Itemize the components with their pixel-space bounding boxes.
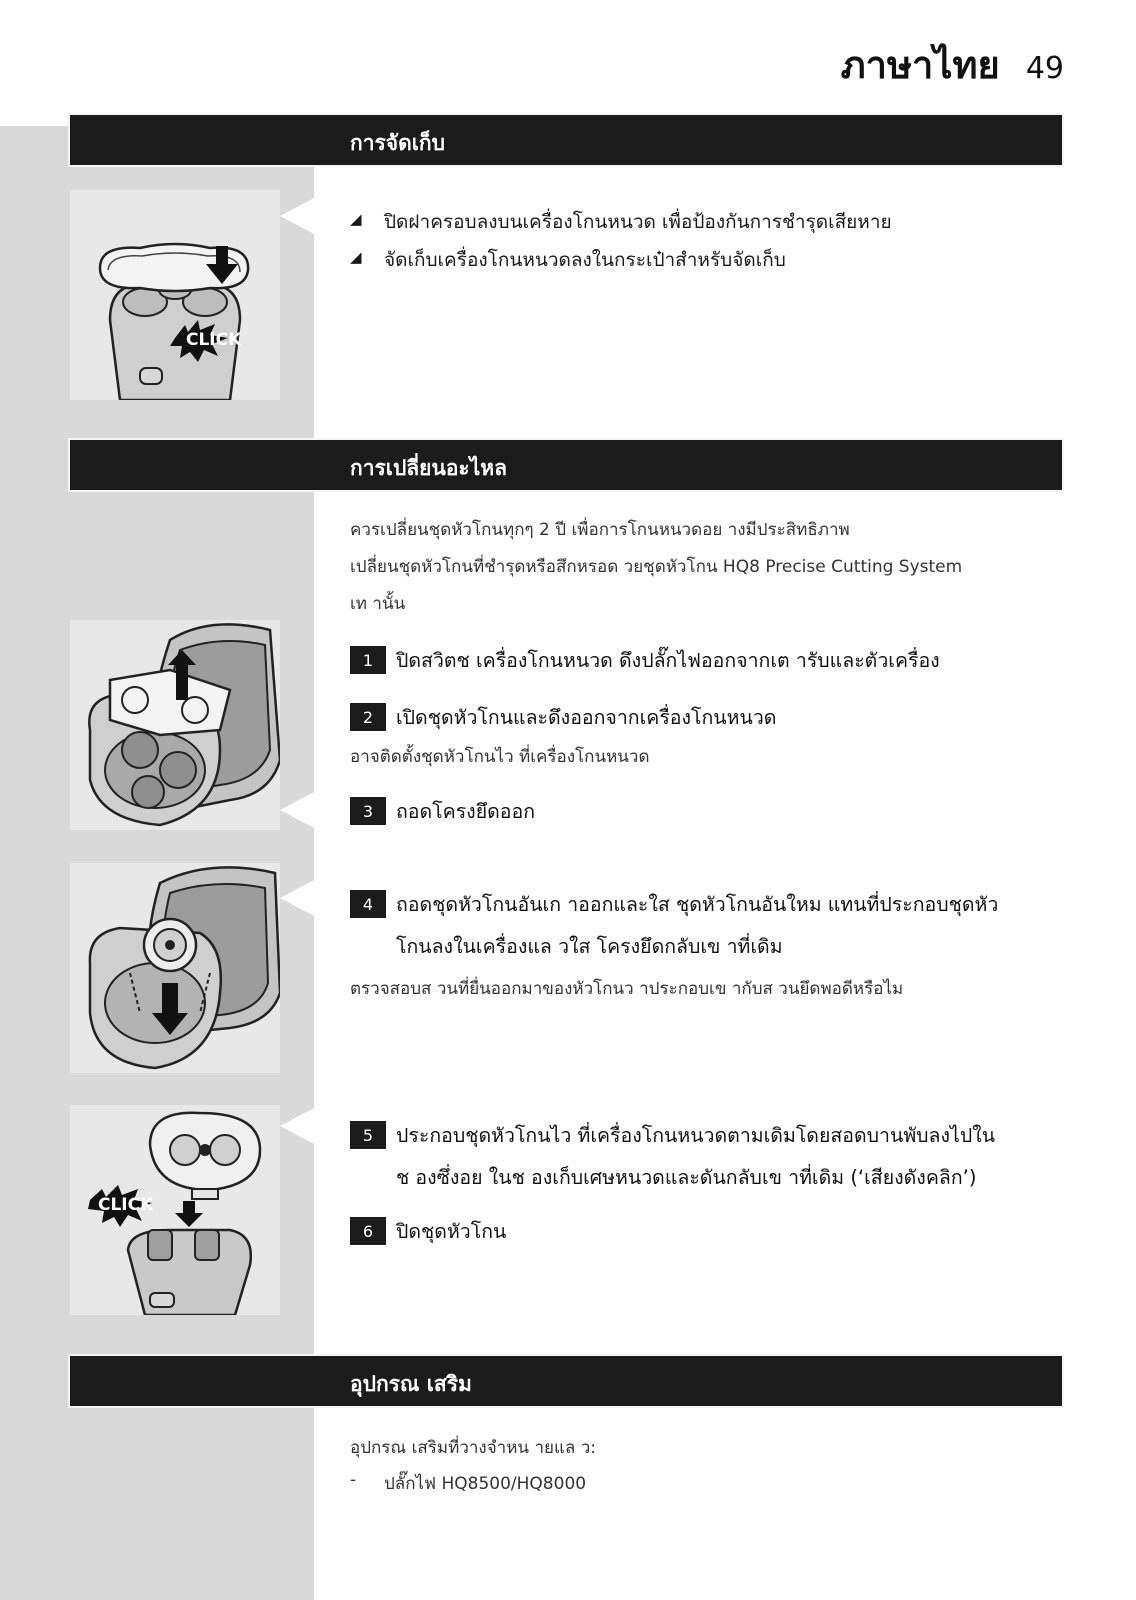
step-line: โกนลงในเครื่องแล วใส โครงยึดกลับเข าที่เดิม [396, 935, 783, 958]
page-title: ภาษาไทย [840, 43, 1000, 87]
illustration-storage-cap [70, 190, 280, 400]
storage-item-1 [350, 207, 892, 237]
step-line: ช องซึ่งอย ในช องเก็บเศษหนวดและดันกลับเข าที่เดิม (‘เสียงดังคลิก’) [396, 1166, 977, 1189]
click-label-storage: CLICK [186, 330, 242, 350]
section-title-storage: การจัดเก็บ [350, 131, 445, 155]
step-number: 1 [350, 646, 386, 674]
step-2-note: อาจติดตั้งชุดหัวโกนไว ที่เครื่องโกนหนวด [350, 747, 650, 767]
step-line: เปิดชุดหัวโกนและดึงออกจากเครื่องโกนหนวด [396, 706, 777, 729]
replacement-intro [350, 512, 1050, 623]
step-5 [350, 1115, 1070, 1199]
storage-item-text: จัดเก็บเครื่องโกนหนวดลงในกระเป๋าสำหรับจัดเก็บ [384, 249, 786, 271]
step-line: ถอดชุดหัวโกนอันเก าออกและใส ชุดหัวโกนอันใหม แทนที่ประกอบชุดหัว [396, 893, 999, 916]
shaver-cap-svg [70, 190, 280, 400]
click-label-reattach: CLICK [98, 1195, 154, 1215]
step-number: 6 [350, 1217, 386, 1245]
step-4 [350, 884, 1070, 968]
step-text [396, 1211, 506, 1253]
illustration-pointer [280, 792, 314, 828]
step-line: ถอดโครงยึดออก [396, 800, 536, 823]
step-number: 3 [350, 797, 386, 825]
step-text [396, 640, 940, 682]
page-header [841, 34, 1064, 95]
section-title-replacement: การเปลี่ยนอะไหล [350, 456, 507, 480]
intro-line: ควรเปลี่ยนชุดหัวโกนทุกๆ 2 ปี เพื่อการโกนหนวดอย างมีประสิทธิภาพ [350, 520, 850, 540]
step-number: 2 [350, 703, 386, 731]
list-dash: - [350, 1470, 357, 1490]
step-number: 4 [350, 890, 386, 918]
intro-line: เปลี่ยนชุดหัวโกนที่ชำรุดหรือสึกหรอด วยชุดหัวโกน HQ8 Precise Cutting System [350, 557, 963, 577]
step-6 [350, 1211, 1070, 1253]
illustration-insert-heads [70, 863, 280, 1073]
step-line: ปิดสวิตช เครื่องโกนหนวด ดึงปลั๊กไฟออกจากเต ารับและตัวเครื่อง [396, 649, 940, 672]
section-header-accessories [70, 1356, 1062, 1406]
accessories-list-item [350, 1470, 586, 1497]
triangle-bullet-icon: ◢ [350, 210, 362, 228]
step-text [396, 697, 776, 739]
triangle-bullet-icon: ◢ [350, 248, 362, 266]
accessory-text: ปลั๊กไฟ HQ8500/HQ8000 [384, 1474, 587, 1494]
illustration-pointer [280, 198, 314, 234]
accessories-intro: อุปกรณ เสริมที่วางจำหน ายแล ว: [350, 1438, 597, 1458]
section-header-storage [70, 115, 1062, 165]
step-text [396, 1115, 995, 1199]
step-2 [350, 697, 1070, 739]
step-line: ประกอบชุดหัวโกนไว ที่เครื่องโกนหนวดตามเดิมโดยสอดบานพับลงไปใน [396, 1124, 996, 1147]
illustration-pointer [280, 880, 314, 916]
shaver-frame-svg [70, 620, 280, 830]
shaver-heads-svg [70, 863, 280, 1073]
intro-line: เท านั้น [350, 594, 406, 614]
storage-item-2 [350, 245, 786, 275]
step-4-note: ตรวจสอบส วนที่ยื่นออกมาของหัวโกนว าประกอบเข ากับส วนยึดพอดีหรือไม [350, 979, 904, 999]
step-line: ปิดชุดหัวโกน [396, 1220, 507, 1243]
illustration-pointer [280, 1108, 314, 1144]
section-header-replacement [70, 440, 1062, 490]
step-text [396, 791, 535, 833]
step-text [396, 884, 998, 968]
step-1 [350, 640, 1070, 682]
section-title-accessories: อุปกรณ เสริม [350, 1372, 472, 1396]
illustration-remove-frame [70, 620, 280, 830]
page-number: 49 [1025, 51, 1064, 86]
step-3 [350, 791, 1070, 833]
step-number: 5 [350, 1121, 386, 1149]
illustration-reattach-unit [70, 1105, 280, 1315]
storage-item-text: ปิดฝาครอบลงบนเครื่องโกนหนวด เพื่อป้องกันการชำรุดเสียหาย [384, 211, 892, 233]
